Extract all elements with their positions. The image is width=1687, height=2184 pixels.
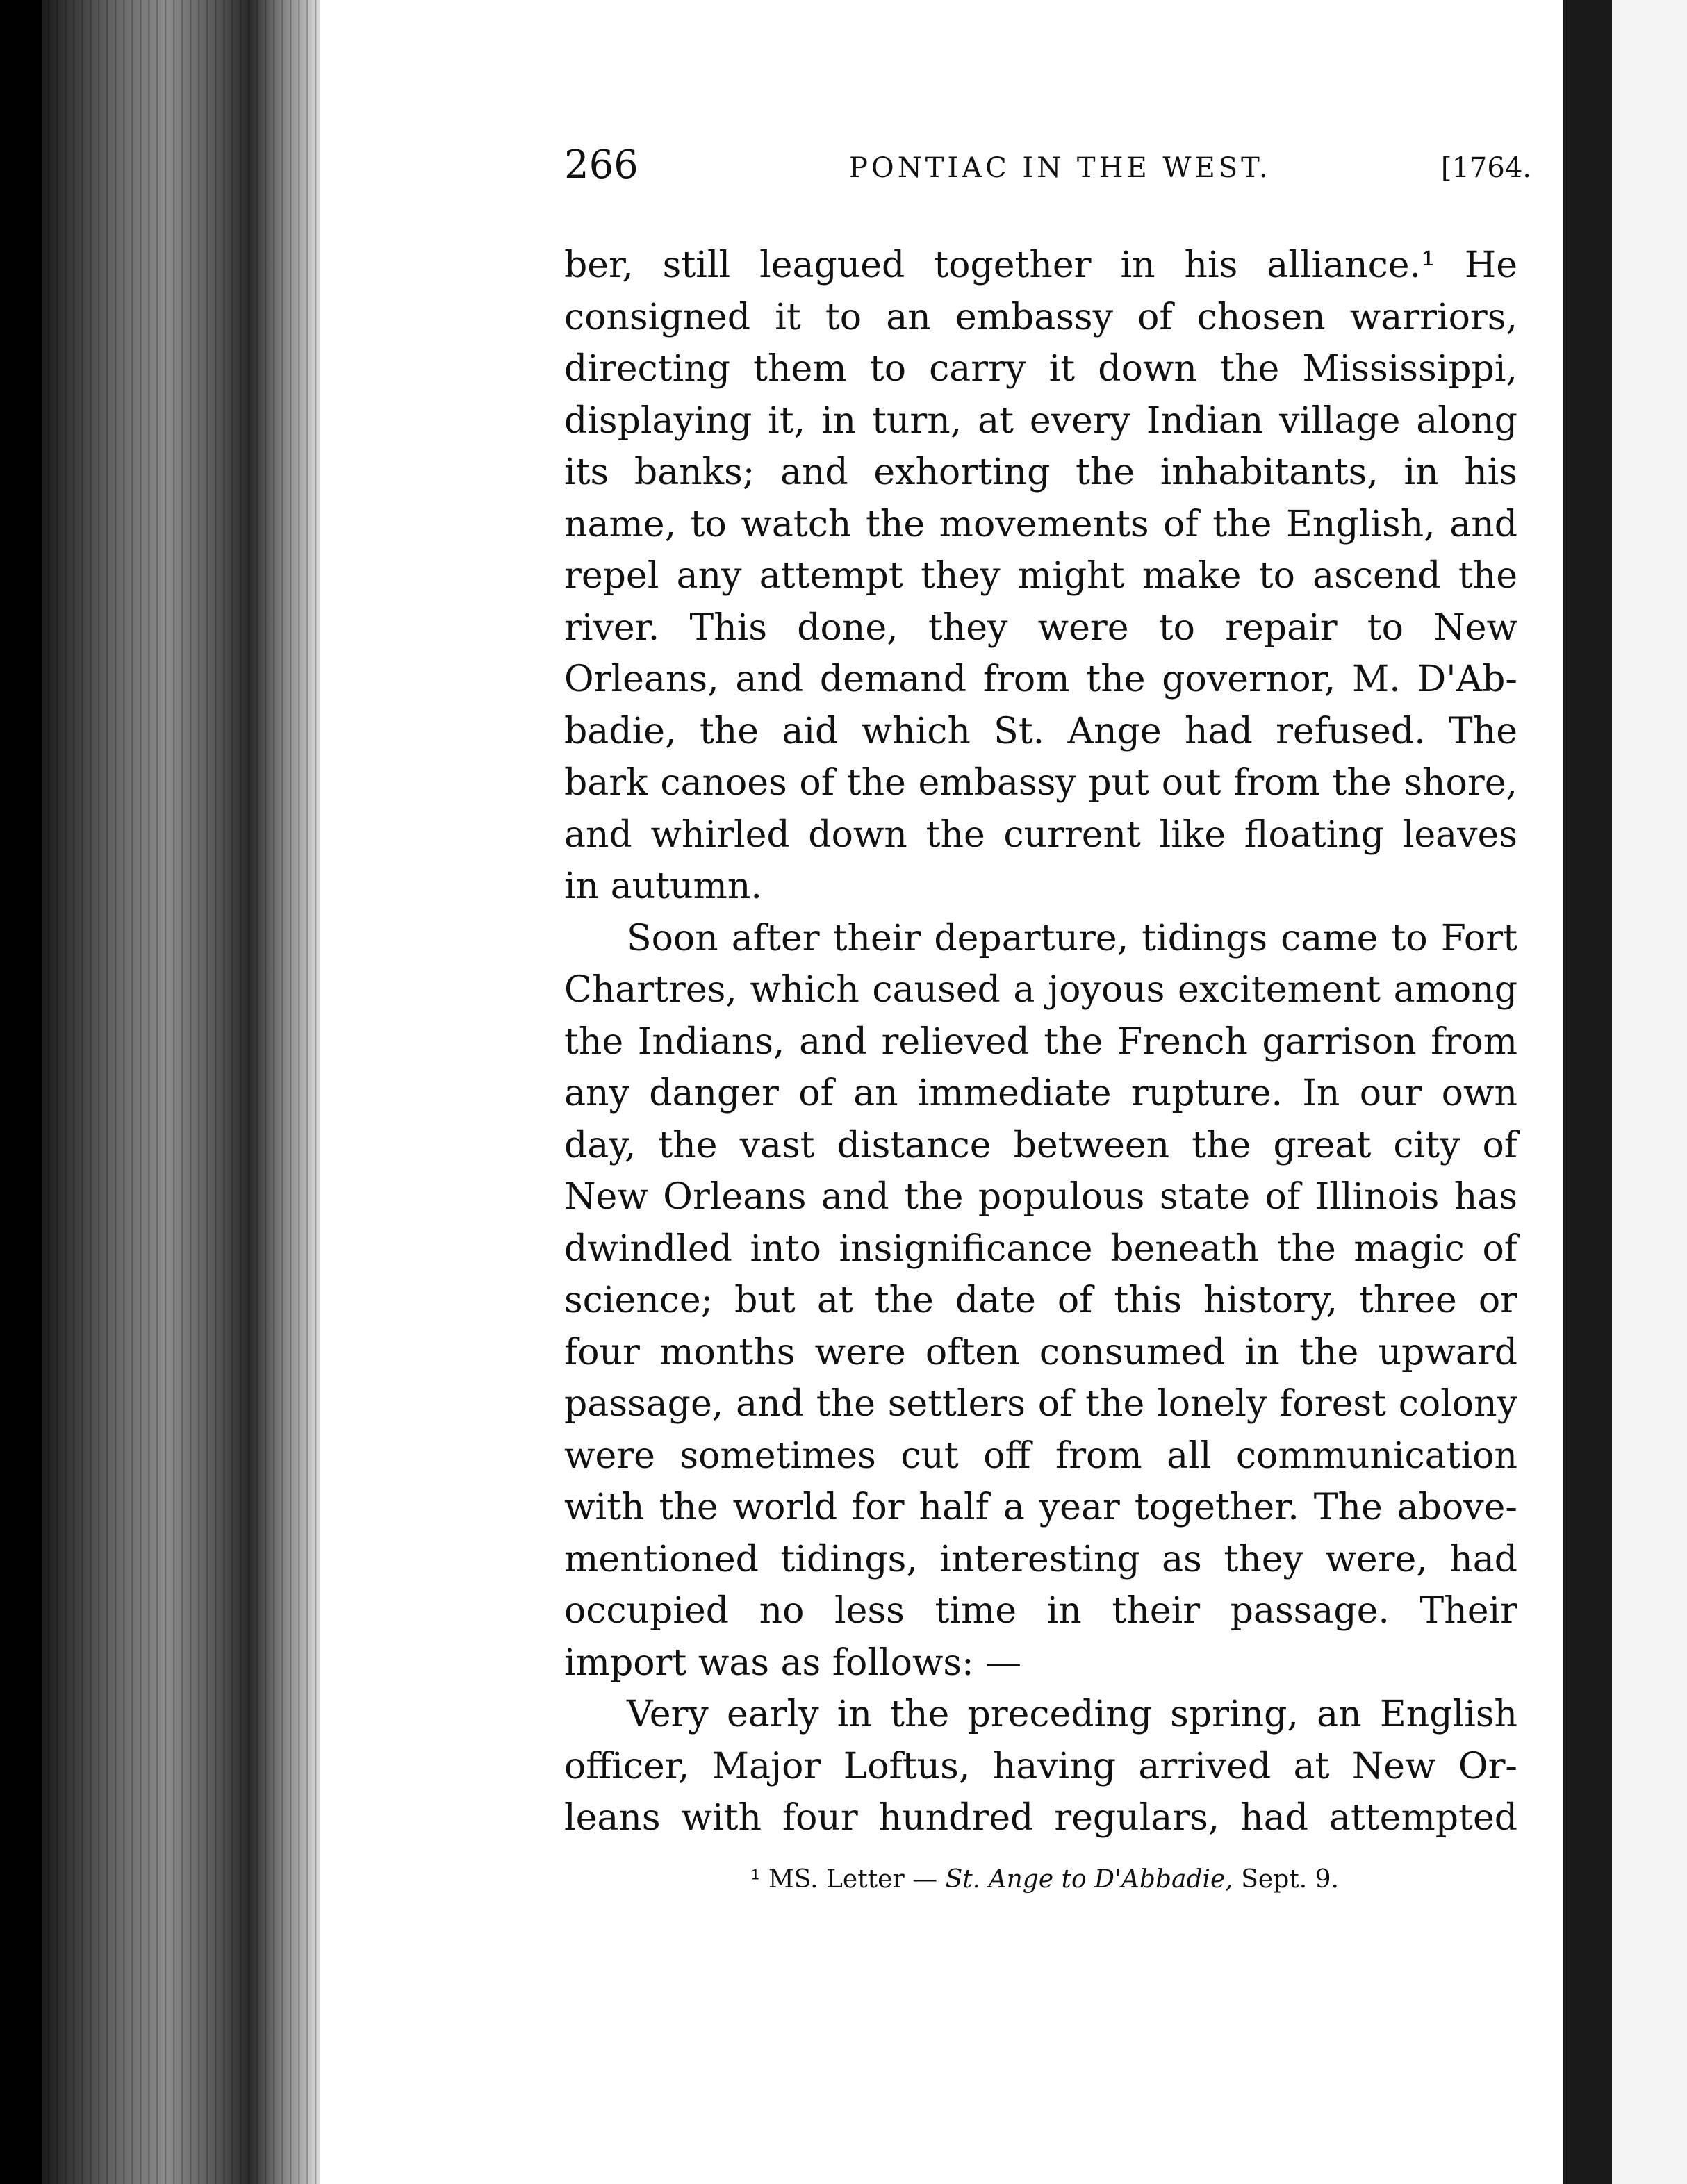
text-line: any danger of an immediate rupture. In our own — [564, 1073, 1517, 1114]
page-edges — [42, 0, 320, 2184]
text-line: with the world for half a year together. The above- — [564, 1487, 1517, 1528]
footnote-marker: ¹ — [750, 1865, 761, 1894]
text-line: and whirled down the current like floating leaves — [564, 813, 1517, 856]
text-line: officer, Major Loftus, having arrived at New Or- — [564, 1745, 1517, 1787]
text-line: consigned it to an embassy of chosen warriors, — [564, 296, 1517, 338]
facing-page-gap — [1563, 0, 1612, 2184]
text-line: river. This done, they were to repair to New — [564, 606, 1517, 649]
text-line: badie, the aid which St. Ange had refused. The — [564, 710, 1517, 752]
text-line: occupied no less time in their passage. Their — [564, 1590, 1517, 1632]
text-line: passage, and the settlers of the lonely forest colony — [564, 1383, 1517, 1425]
text-line: New Orleans and the populous state of Illinois has — [564, 1176, 1517, 1218]
footnote-prefix: MS. Letter — — [768, 1865, 938, 1894]
footnote-date: Sept. 9. — [1241, 1865, 1339, 1894]
text-line: name, to watch the movements of the English, and — [564, 503, 1517, 545]
text-line: in autumn. — [564, 866, 762, 907]
text-line: science; but at the date of this history, three or — [564, 1280, 1517, 1321]
text-line: bark canoes of the embassy put out from the shore, — [564, 762, 1517, 804]
text-line: were sometimes cut off from all communication — [564, 1434, 1517, 1477]
header-year: [1764. — [1440, 152, 1531, 184]
running-head: PONTIAC IN THE WEST. — [849, 152, 1272, 184]
text-line: directing them to carry it down the Mississippi, — [564, 348, 1517, 390]
text-line: Orleans, and demand from the governor, M. D'Ab- — [564, 659, 1517, 700]
text-line: its banks; and exhorting the inhabitants, in his — [564, 452, 1517, 493]
text-line: leans with four hundred regulars, had attempted — [564, 1797, 1517, 1839]
text-line: mentioned tidings, interesting as they were, had — [564, 1538, 1517, 1580]
body-text — [564, 240, 1517, 1844]
text-line: day, the vast distance between the great city of — [564, 1124, 1517, 1166]
facing-page-edge — [1612, 0, 1687, 2184]
paragraph-start: Very early in the preceding spring, an English — [627, 1694, 1517, 1735]
page-header — [564, 142, 1531, 188]
footnote — [750, 1865, 1339, 1894]
text-line: the Indians, and relieved the French garrison from — [564, 1020, 1517, 1063]
text-line: four months were often consumed in the upward — [564, 1331, 1517, 1373]
page-number: 266 — [564, 142, 639, 188]
text-line: displaying it, in turn, at every Indian village along — [564, 399, 1517, 442]
text-line: dwindled into insignificance beneath the magic of — [564, 1227, 1517, 1270]
text-line: import was as follows: — — [564, 1641, 1022, 1684]
text-line: Chartres, which caused a joyous excitement among — [564, 969, 1517, 1011]
text-line: ber, still leagued together in his alliance.¹ He — [564, 245, 1517, 286]
text-line: repel any attempt they might make to ascend the — [564, 555, 1517, 597]
footnote-citation: St. Ange to D'Abbadie, — [945, 1865, 1233, 1894]
paragraph-start: Soon after their departure, tidings came to Fort — [627, 917, 1517, 959]
